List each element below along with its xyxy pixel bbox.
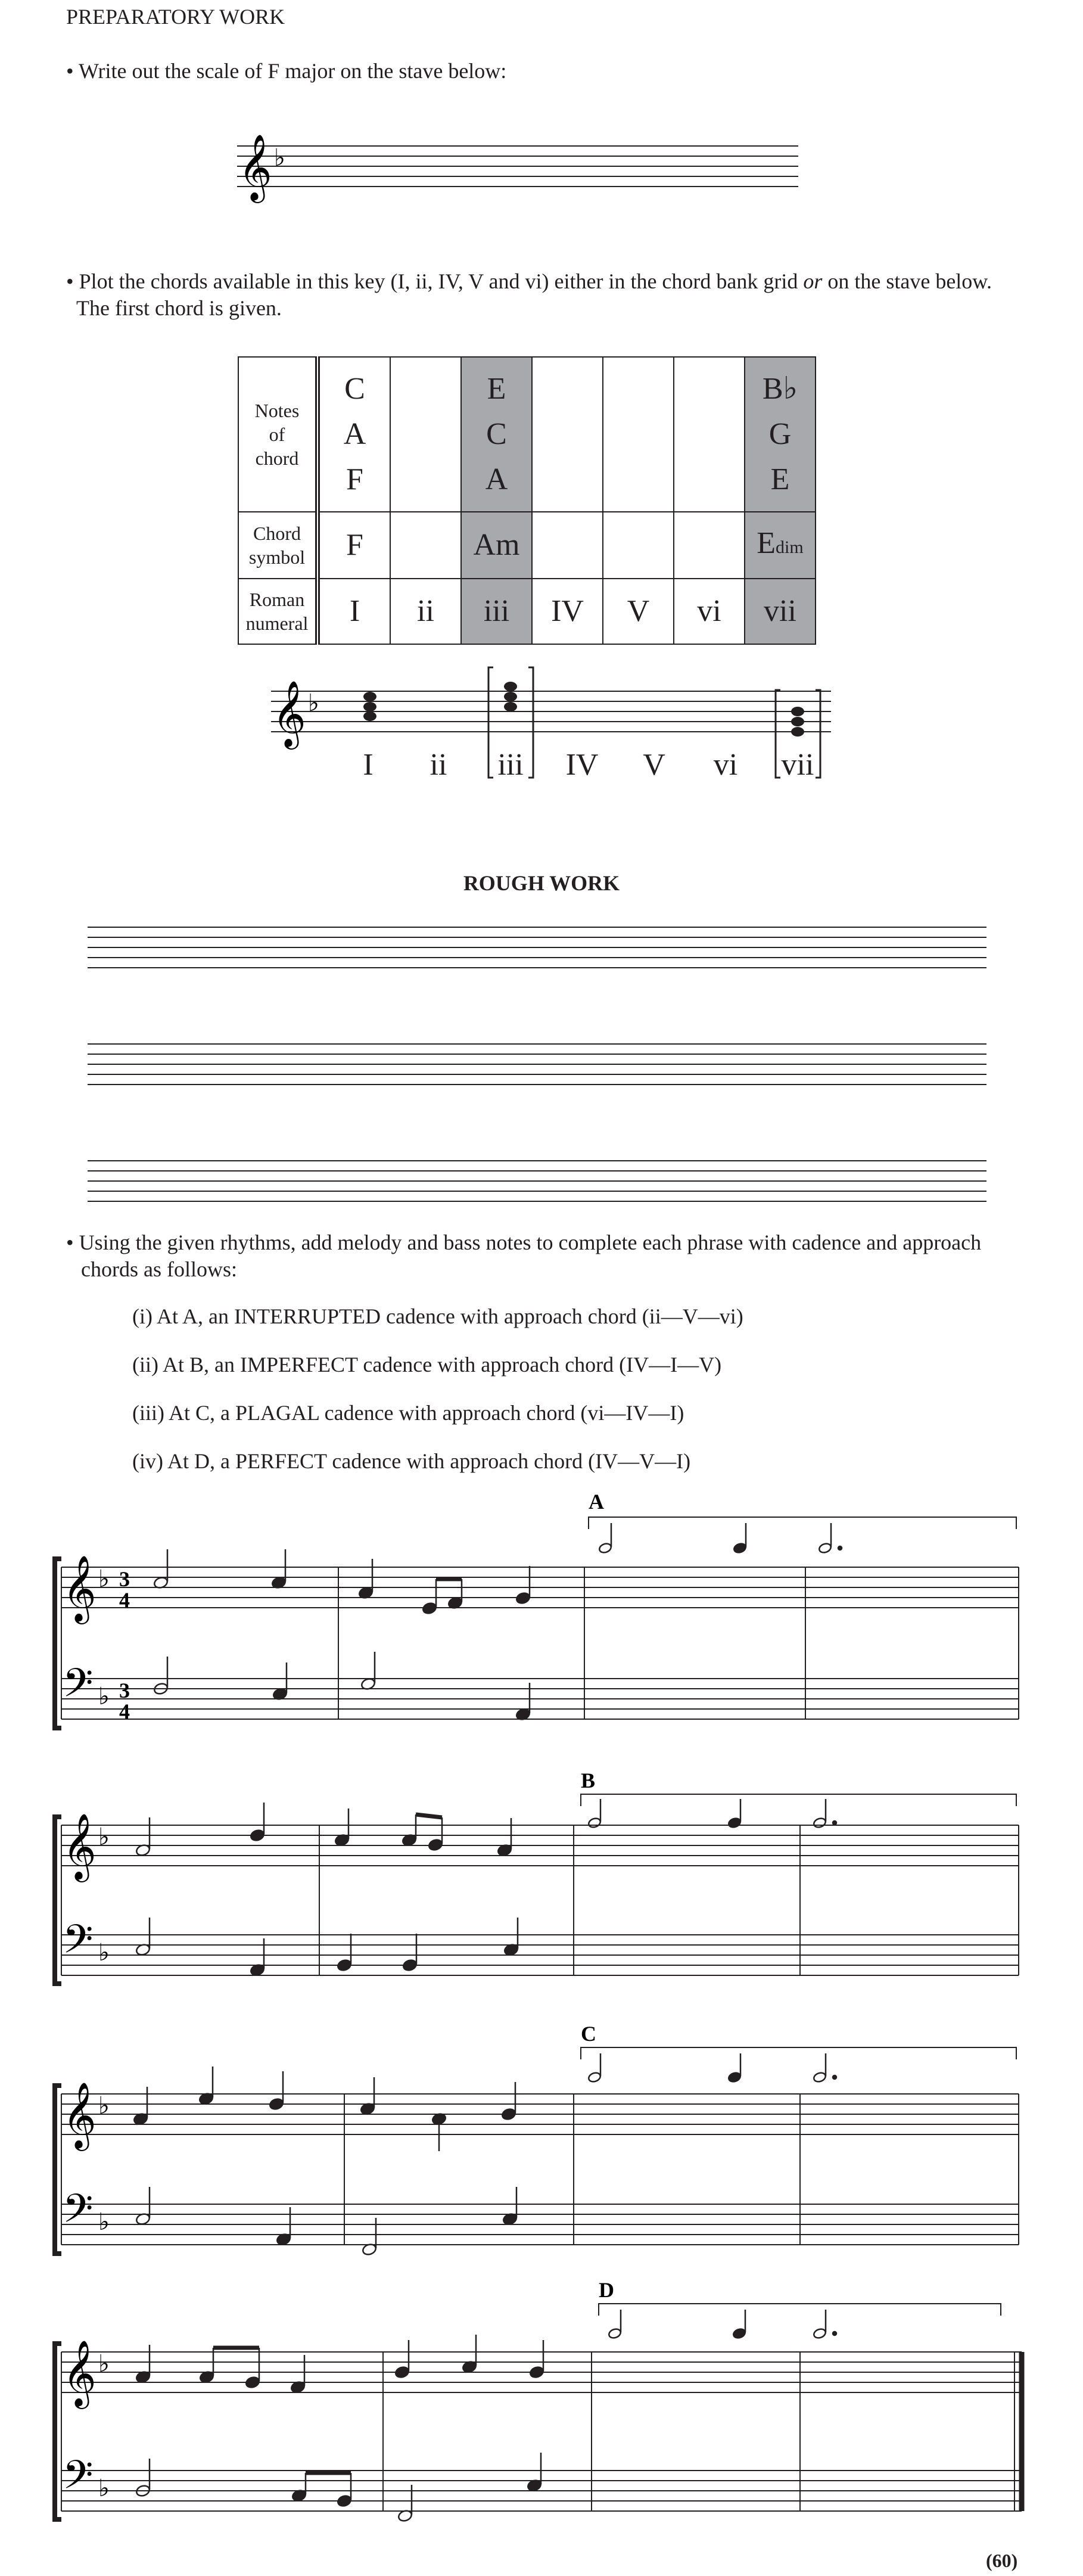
system-c[interactable] <box>0 2014 1083 2288</box>
chord-symbol-cell[interactable] <box>532 512 603 579</box>
chord-symbol-cell[interactable]: F <box>318 512 390 579</box>
phrase-label: A <box>589 1490 604 1514</box>
roman-numeral-cell: I <box>318 579 390 644</box>
flat-icon: ♭ <box>98 1565 110 1592</box>
instruction-melody-line2: chords as follows: <box>81 1257 237 1281</box>
chord-notes-iii <box>504 682 517 711</box>
row-header-symbol: Chord symbol <box>238 512 318 579</box>
row-header-roman: Roman numeral <box>238 579 318 644</box>
chord-notes-cell[interactable]: C A F <box>318 357 390 512</box>
roman-numeral-cell: ii <box>390 579 461 644</box>
bass-clef-icon: 𝄢 <box>63 1919 94 1971</box>
time-signature-bottom: 4 <box>119 1588 130 1612</box>
chord-notes-cell[interactable] <box>674 357 745 512</box>
phrase-label: D <box>599 2278 614 2302</box>
stave-roman-label: V <box>643 748 665 782</box>
system-d[interactable] <box>0 2270 1083 2550</box>
task-item: (ii) At B, an IMPERFECT cadence with approach chord (IV—I—V) <box>132 1353 722 1376</box>
system-b[interactable] <box>0 1761 1083 2011</box>
chord-notes-vii <box>791 707 804 737</box>
chord-notes-cell[interactable] <box>390 357 461 512</box>
flat-icon: ♭ <box>98 2208 110 2235</box>
chord-notes-cell[interactable]: B♭ G E <box>745 357 816 512</box>
bass-clef-icon: 𝄢 <box>63 2454 94 2507</box>
flat-icon: ♭ <box>274 144 285 171</box>
instruction-melody-line1: • Using the given rhythms, add melody and bass notes to complete each phrase with cadence and approach <box>66 1230 982 1254</box>
chord-notes-cell[interactable] <box>532 357 603 512</box>
row-header-notes: Notes of chord <box>238 357 318 512</box>
chord-symbol-cell[interactable] <box>390 512 461 579</box>
phrase-label: B <box>581 1769 596 1792</box>
stave-roman-label: iii <box>497 748 524 782</box>
treble-clef-icon: 𝄞 <box>63 2083 97 2147</box>
roman-numeral-cell: vii <box>745 579 816 644</box>
flat-icon: ♭ <box>98 2350 110 2377</box>
stave-roman-label: IV <box>565 748 599 782</box>
chord-symbol-cell[interactable] <box>603 512 674 579</box>
rough-work-title: ROUGH WORK <box>463 871 620 895</box>
treble-clef-icon: 𝄞 <box>63 2341 97 2405</box>
time-signature-bottom: 4 <box>119 1699 130 1723</box>
flat-icon: ♭ <box>98 2475 110 2502</box>
roman-numeral-cell: iii <box>461 579 532 644</box>
chord-notes-cell[interactable] <box>603 357 674 512</box>
treble-clef-icon: 𝄞 <box>63 1814 97 1878</box>
instruction-scale: • Write out the scale of F major on the stave below: <box>66 59 507 83</box>
task-item: (iii) At C, a PLAGAL cadence with approach chord (vi—IV—I) <box>132 1401 684 1425</box>
flat-icon: ♭ <box>98 1939 110 1966</box>
bass-clef-icon: 𝄢 <box>63 1663 94 1715</box>
phrase-label: C <box>581 2022 596 2046</box>
time-signature-top: 3 <box>119 1567 130 1591</box>
scale-stave[interactable] <box>0 0 1083 215</box>
roman-numeral-cell: IV <box>532 579 603 644</box>
stave-roman-label: I <box>363 748 374 782</box>
flat-icon: ♭ <box>98 2092 110 2119</box>
bass-clef-icon: 𝄢 <box>63 2188 94 2241</box>
chord-notes-cell[interactable]: E C A <box>461 357 532 512</box>
system-a[interactable] <box>0 1484 1083 1758</box>
rough-work-staves[interactable] <box>0 906 1083 1216</box>
chord-symbol-cell[interactable]: Edim <box>745 512 816 579</box>
chord-symbol-cell[interactable]: Am <box>461 512 532 579</box>
flat-icon: ♭ <box>308 689 319 716</box>
instruction-chords-line1: • Plot the chords available in this key (I, ii, IV, V and vi) either in the chord bank grid or on the stave below. <box>66 269 992 293</box>
task-item: (iv) At D, a PERFECT cadence with approach chord (IV—V—I) <box>132 1449 691 1473</box>
chord-notes-I <box>363 692 376 721</box>
chord-symbol-cell[interactable] <box>674 512 745 579</box>
treble-clef-icon: 𝄞 <box>272 682 306 745</box>
stave-roman-label: ii <box>430 748 447 782</box>
chord-bank-grid <box>238 356 816 645</box>
stave-roman-label: vi <box>713 748 738 782</box>
flat-icon: ♭ <box>98 1683 110 1710</box>
task-item: (i) At A, an INTERRUPTED cadence with approach chord (ii—V—vi) <box>132 1304 743 1328</box>
treble-clef-icon: 𝄞 <box>238 135 272 199</box>
treble-notes <box>153 1549 169 1589</box>
roman-numeral-cell: V <box>603 579 674 644</box>
flat-icon: ♭ <box>98 1823 110 1850</box>
chord-stave[interactable] <box>0 655 1083 793</box>
time-signature-top: 3 <box>119 1679 130 1702</box>
marks-total: (60) <box>986 2550 1018 2571</box>
roman-numeral-cell: vi <box>674 579 745 644</box>
section-title: PREPARATORY WORK <box>66 5 285 29</box>
treble-clef-icon: 𝄞 <box>63 1556 97 1620</box>
stave-roman-label: vii <box>781 748 814 782</box>
instruction-chords-line2: The first chord is given. <box>76 296 282 320</box>
